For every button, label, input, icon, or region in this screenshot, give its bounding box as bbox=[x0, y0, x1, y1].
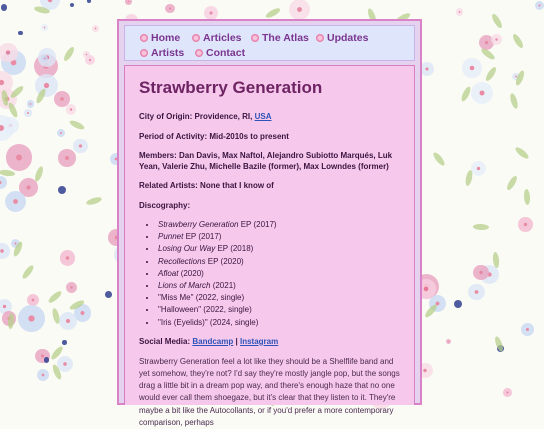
release-info: EP (2017) bbox=[183, 232, 222, 242]
flower-decoration bbox=[473, 265, 488, 280]
page-title: Strawberry Generation bbox=[139, 78, 323, 97]
nav-updates-label: Updates bbox=[327, 32, 369, 44]
bandcamp-link[interactable]: Bandcamp bbox=[192, 336, 234, 346]
flower-decoration bbox=[73, 139, 88, 154]
flower-decoration bbox=[518, 217, 533, 232]
period-line: Period of Activity: Mid-2010s to present bbox=[139, 131, 289, 141]
related-line: Related Artists: None that I know of bbox=[139, 181, 274, 190]
release-info: EP (2020) bbox=[205, 256, 244, 266]
instagram-link[interactable]: Instagram bbox=[239, 336, 279, 346]
list-item bbox=[157, 268, 400, 280]
social-media-line bbox=[139, 337, 400, 346]
list-item bbox=[157, 256, 400, 268]
article-content bbox=[124, 65, 415, 427]
flower-decoration bbox=[204, 6, 218, 20]
leaf-decoration bbox=[490, 13, 503, 30]
list-item bbox=[157, 292, 400, 304]
flower-decoration bbox=[5, 191, 26, 212]
flower-decoration bbox=[57, 129, 65, 137]
leaf-decoration bbox=[69, 119, 86, 131]
release-info: EP (2018) bbox=[215, 244, 254, 254]
flower-decoration bbox=[535, 1, 544, 10]
flower-decoration bbox=[70, 3, 74, 7]
list-item bbox=[157, 304, 400, 316]
flower-decoration bbox=[0, 243, 10, 259]
flower-decoration bbox=[454, 300, 462, 308]
flower-decoration bbox=[44, 357, 50, 363]
release-info: (2021) bbox=[210, 281, 236, 291]
list-item bbox=[157, 317, 400, 329]
nav-updates-link[interactable] bbox=[316, 31, 368, 45]
flower-decoration bbox=[105, 291, 112, 298]
flower-decoration bbox=[92, 25, 99, 32]
discography-list bbox=[157, 219, 400, 329]
flower-bullet-icon bbox=[192, 34, 200, 42]
flower-decoration bbox=[27, 100, 35, 108]
page-frame bbox=[117, 19, 422, 427]
release-info: EP (2017) bbox=[238, 220, 277, 229]
leaf-decoration bbox=[8, 312, 15, 328]
release-info: (2024, single) bbox=[207, 317, 259, 327]
flower-decoration bbox=[66, 282, 77, 293]
members-line: Members: Dan Davis, Max Naftol, Alejandro Subiotto Marqués, Luk Yean, Valerie Zhu, Michelle Bazile (former), Max Lowndes (former) bbox=[139, 151, 393, 171]
leaf-decoration bbox=[62, 46, 76, 63]
flower-decoration bbox=[456, 8, 464, 16]
flower-decoration bbox=[24, 109, 32, 117]
article-body: Strawberry Generation feel a lot like they should be a Shelflife band and yet somehow, they're not? I'd say they're mostly jangle pop, but the songs drag a little bit in a dream pop way, and there's enough haze that no one would ever call them shoegaze, but it's clear that they listen to it. They're maybe a bit like the Autocollants, or if you'd prefer a more contemporary comparison, perhaps bbox=[139, 356, 400, 427]
flower-decoration bbox=[446, 339, 451, 344]
release-title: "Miss Me" bbox=[158, 293, 194, 303]
flower-decoration bbox=[41, 24, 48, 31]
leaf-decoration bbox=[508, 92, 518, 109]
flower-bullet-icon bbox=[140, 34, 148, 42]
nav-home-label: Home bbox=[151, 32, 181, 44]
flower-decoration bbox=[0, 176, 7, 190]
link-separator: | bbox=[235, 336, 238, 346]
flower-decoration bbox=[289, 0, 310, 20]
release-title: Losing Our Way bbox=[158, 244, 216, 254]
release-title: Afloat bbox=[158, 268, 179, 278]
list-item bbox=[157, 243, 400, 255]
flower-decoration bbox=[58, 186, 66, 194]
release-title: Recollections bbox=[158, 256, 206, 266]
flower-decoration bbox=[471, 82, 493, 104]
release-title: Lions of March bbox=[158, 281, 211, 291]
release-title: "Halloween" bbox=[158, 305, 202, 315]
nav-home-link[interactable] bbox=[140, 31, 180, 45]
nav-artists-label: Artists bbox=[151, 47, 185, 59]
flower-decoration bbox=[60, 250, 76, 266]
release-info: (2020) bbox=[178, 268, 204, 278]
release-title: Strawberry Generation bbox=[158, 220, 239, 229]
leaf-decoration bbox=[512, 32, 526, 49]
flower-decoration bbox=[521, 323, 534, 336]
leaf-decoration bbox=[473, 224, 489, 231]
release-info: (2022, single) bbox=[193, 293, 245, 303]
leaf-decoration bbox=[21, 264, 35, 280]
origin-line bbox=[139, 112, 400, 123]
list-item bbox=[157, 219, 400, 231]
flower-decoration bbox=[420, 62, 434, 76]
flower-bullet-icon bbox=[195, 49, 203, 57]
flower-decoration bbox=[18, 31, 23, 36]
flower-decoration bbox=[18, 305, 45, 332]
flower-decoration bbox=[59, 312, 77, 330]
flower-decoration bbox=[37, 369, 50, 382]
flower-decoration bbox=[6, 144, 32, 170]
origin-country-link[interactable]: USA bbox=[254, 112, 272, 121]
flower-decoration bbox=[462, 58, 482, 78]
leaf-decoration bbox=[505, 174, 518, 191]
release-title: "Iris (Eyelids)" bbox=[158, 317, 208, 327]
leaf-decoration bbox=[34, 165, 45, 182]
leaf-decoration bbox=[493, 335, 504, 352]
flower-decoration bbox=[87, 0, 92, 3]
origin-label: City of Origin: Providence, RI, bbox=[139, 112, 253, 121]
release-title: Punnet bbox=[158, 232, 184, 242]
flower-decoration bbox=[41, 55, 48, 62]
nav-articles-link[interactable] bbox=[192, 31, 242, 45]
nav-articles-label: Articles bbox=[203, 32, 242, 44]
leaf-decoration bbox=[492, 251, 500, 268]
flower-decoration bbox=[468, 284, 484, 300]
flower-decoration bbox=[58, 149, 75, 166]
nav-atlas-label: The Atlas bbox=[262, 32, 309, 44]
leaf-decoration bbox=[51, 307, 61, 324]
flower-bullet-icon bbox=[251, 34, 259, 42]
leaf-decoration bbox=[265, 6, 282, 19]
social-media-label: Social Media: bbox=[139, 336, 191, 346]
flower-decoration bbox=[1, 4, 8, 11]
top-nav bbox=[124, 25, 415, 61]
leaf-decoration bbox=[432, 151, 447, 167]
leaf-decoration bbox=[47, 289, 63, 304]
nav-atlas-link[interactable] bbox=[251, 31, 309, 45]
leaf-decoration bbox=[464, 169, 473, 186]
nav-artists-link[interactable] bbox=[140, 46, 184, 60]
list-item bbox=[157, 280, 400, 292]
release-info: (2022, single) bbox=[201, 305, 252, 315]
flower-decoration bbox=[491, 34, 502, 45]
nav-contact-link[interactable] bbox=[195, 46, 245, 60]
leaf-decoration bbox=[514, 146, 530, 161]
list-item bbox=[157, 231, 400, 243]
flower-decoration bbox=[62, 340, 67, 345]
flower-decoration bbox=[66, 104, 76, 114]
flower-decoration bbox=[125, 0, 132, 5]
leaf-decoration bbox=[86, 196, 103, 206]
leaf-decoration bbox=[523, 189, 530, 205]
flower-decoration bbox=[471, 161, 486, 176]
flower-decoration bbox=[165, 4, 174, 13]
discography-label: Discography: bbox=[139, 200, 191, 210]
flower-bullet-icon bbox=[140, 49, 148, 57]
flower-decoration bbox=[503, 388, 512, 397]
nav-contact-label: Contact bbox=[206, 47, 246, 59]
leaf-decoration bbox=[484, 66, 498, 83]
flower-decoration bbox=[83, 51, 90, 58]
flower-bullet-icon bbox=[316, 34, 324, 42]
